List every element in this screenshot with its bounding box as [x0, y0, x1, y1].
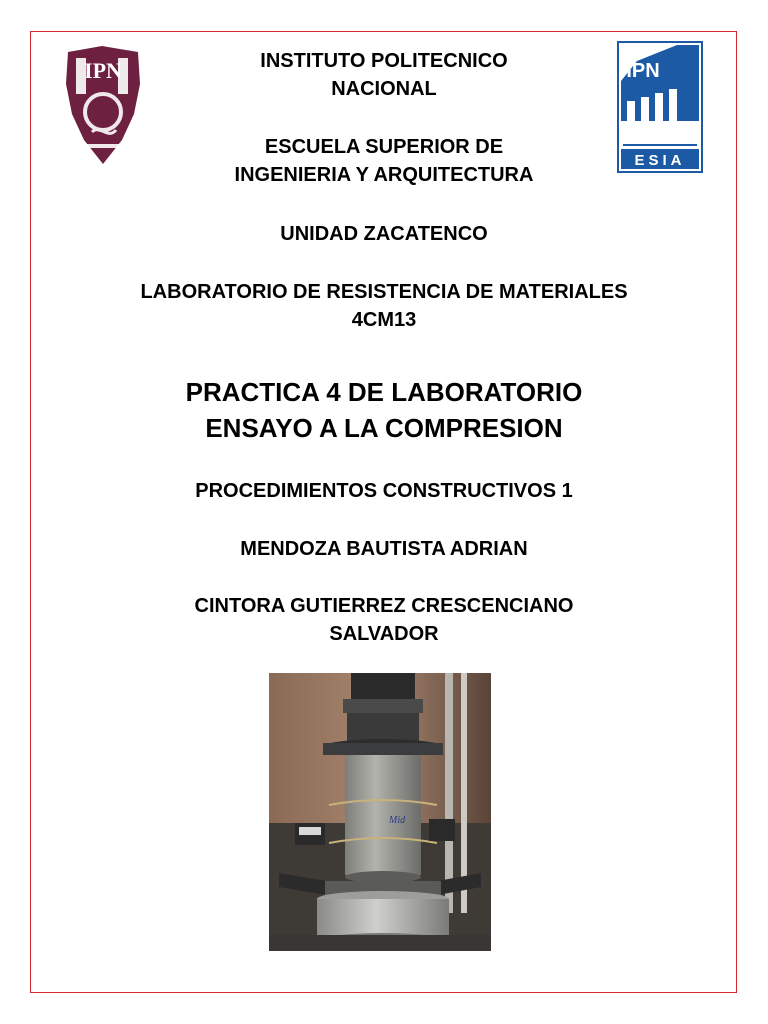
- institute-name-line2: NACIONAL: [331, 78, 437, 100]
- unit-name: UNIDAD ZACATENCO: [280, 223, 488, 245]
- esia-logo-ipn-text: IPN: [626, 60, 660, 82]
- student-name-1: MENDOZA BAUTISTA ADRIAN: [240, 538, 528, 560]
- student-name-2-line2: SALVADOR: [329, 623, 439, 645]
- institute-name-line1: INSTITUTO POLITECNICO: [260, 50, 508, 72]
- esia-logo-text: ESIA: [634, 152, 686, 169]
- compression-test-photo: [269, 673, 491, 951]
- ipn-logo-text: IPN: [84, 58, 122, 83]
- svg-text:Mid: Mid: [389, 815, 406, 826]
- group-code: 4CM13: [351, 309, 417, 331]
- lab-name: LABORATORIO DE RESISTENCIA DE MATERIALES: [140, 281, 628, 303]
- practice-title-line1: PRACTICA 4 DE LABORATORIO: [185, 377, 583, 407]
- subject-name: PROCEDIMIENTOS CONSTRUCTIVOS 1: [195, 480, 573, 502]
- school-name-line1: ESCUELA SUPERIOR DE: [264, 136, 504, 158]
- school-name-line2: INGENIERIA Y ARQUITECTURA: [234, 164, 534, 186]
- student-name-2-line1: CINTORA GUTIERREZ CRESCENCIANO: [194, 595, 574, 617]
- practice-title-line2: ENSAYO A LA COMPRESION: [205, 413, 563, 443]
